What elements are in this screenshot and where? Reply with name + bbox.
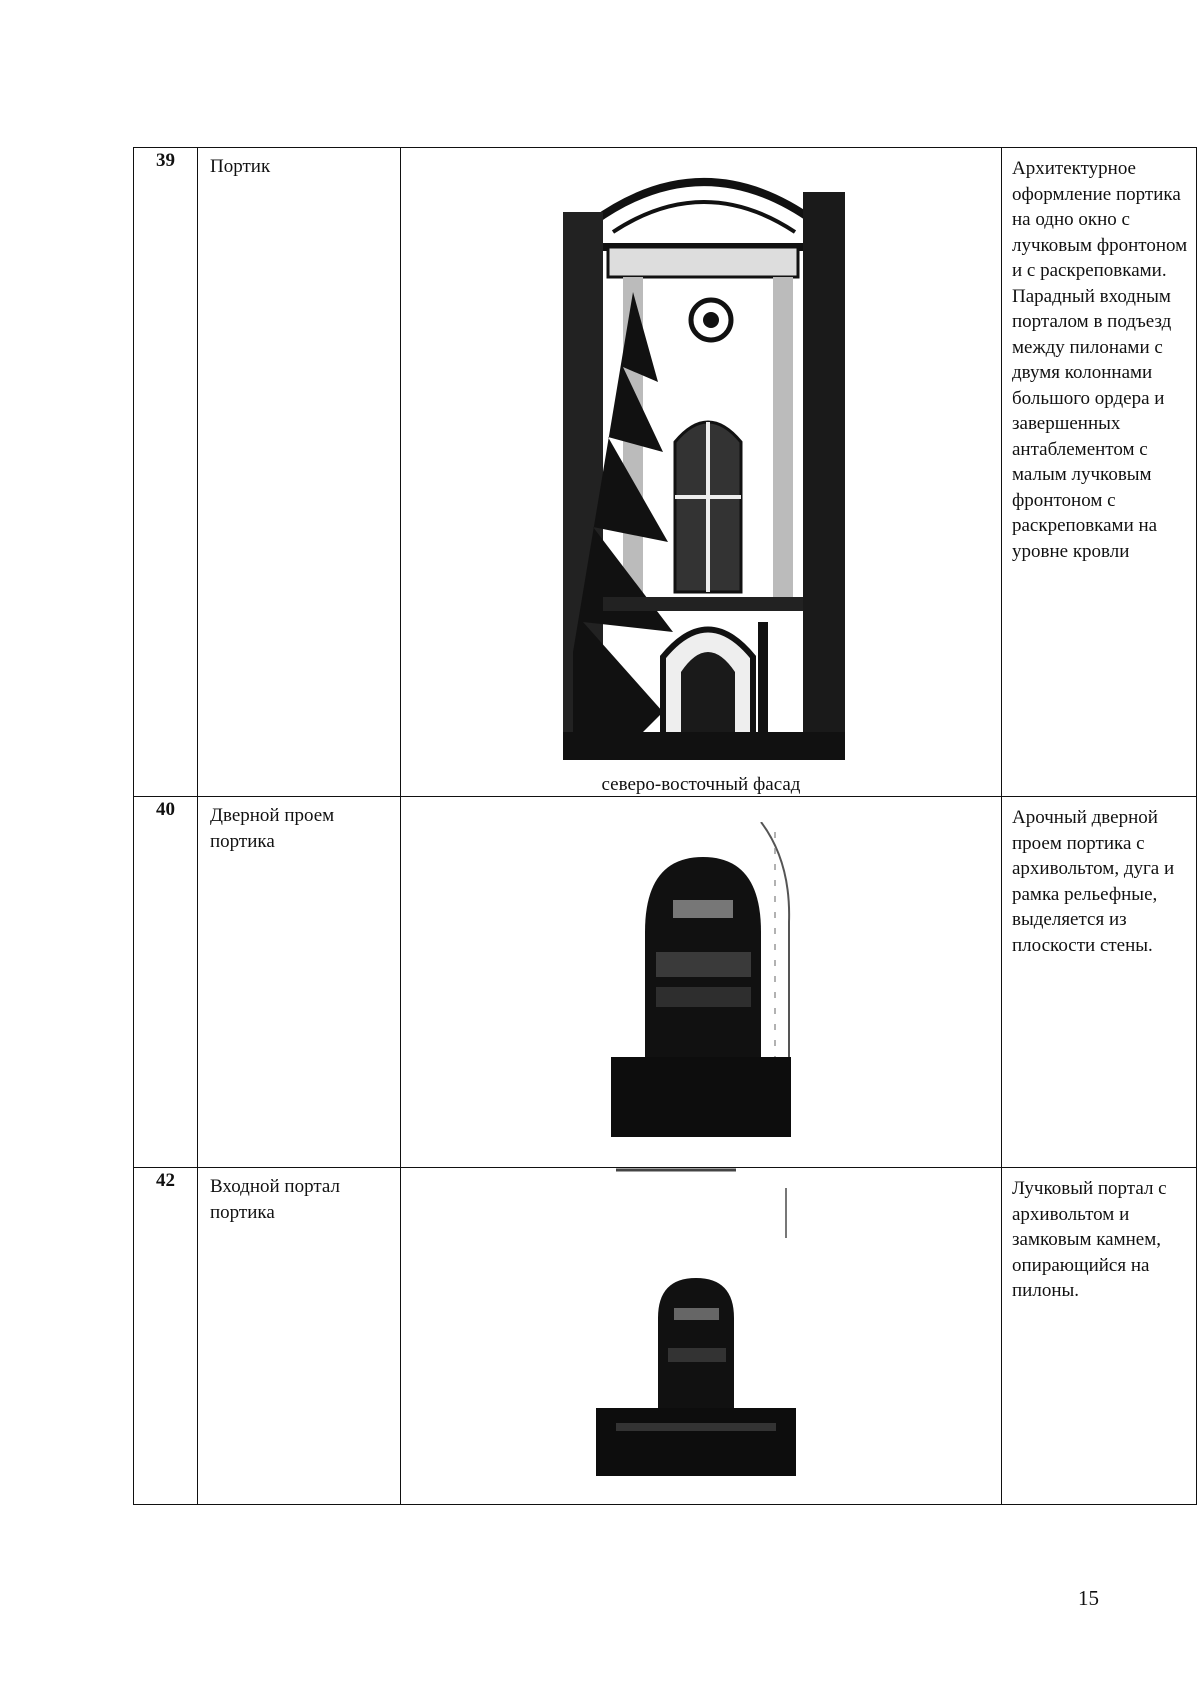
row-number: 39 bbox=[134, 148, 198, 797]
row-number: 40 bbox=[134, 797, 198, 1168]
element-description: Лучковый портал с архивольтом и замковым камнем, опирающийся на пилоны. bbox=[1002, 1168, 1197, 1505]
photo-cell bbox=[401, 797, 1002, 1168]
portico-facade-photo bbox=[563, 152, 845, 760]
photo-cell bbox=[401, 1168, 1002, 1505]
table-row bbox=[134, 148, 1197, 797]
doorway-photo bbox=[611, 822, 791, 1137]
element-description: Арочный дверной проем портика с архивольтом, дуга и рамка рельефные, выделяется из плоскости стены. bbox=[1002, 797, 1197, 1168]
table-row bbox=[134, 1168, 1197, 1505]
element-name: Портик bbox=[198, 148, 401, 797]
table-row bbox=[134, 797, 1197, 1168]
entrance-portal-photo bbox=[596, 1168, 796, 1478]
element-description: Архитектурное оформление портика на одно окно с лучковым фронтоном и с раскреповками. Парадный входным порталом в подъезд между пилонами с двумя колоннами большого ордера и завершенных антаблементом с малым лучковым фронтоном с раскреповками на уровне кровли bbox=[1002, 148, 1197, 797]
element-name: Входной портал портика bbox=[198, 1168, 401, 1505]
page-number: 15 bbox=[1078, 1586, 1099, 1610]
heritage-elements-table bbox=[133, 147, 1197, 1505]
element-name: Дверной проем портика bbox=[198, 797, 401, 1168]
photo-cell bbox=[401, 148, 1002, 797]
row-number: 42 bbox=[134, 1168, 198, 1505]
photo-caption: северо-восточный фасад bbox=[601, 774, 801, 795]
